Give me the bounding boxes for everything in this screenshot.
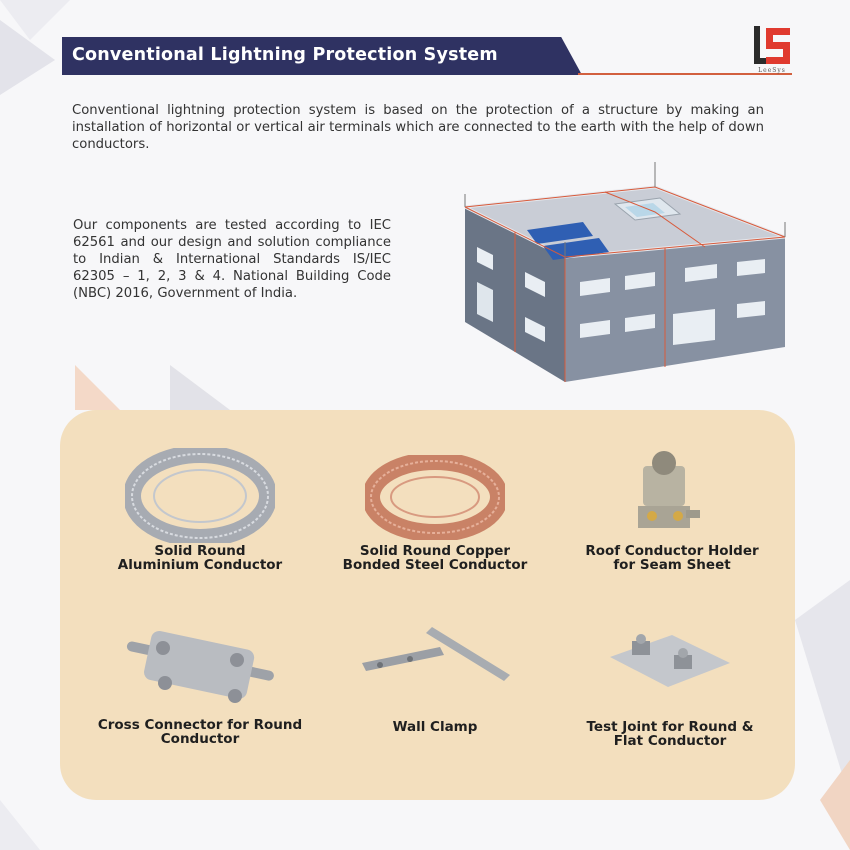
product-label: Solid Round Copper Bonded Steel Conductor [342,543,528,573]
cross-connector-image [125,618,275,713]
product-label: Test Joint for Round & Flat Conductor [586,719,754,749]
product-label: Roof Conductor Holder for Seam Sheet [585,543,759,573]
wall-clamp-image [360,625,510,685]
logo-text: LeeSys [758,67,786,74]
compliance-paragraph: Our components are tested according to IEC 62561 and our design and solution compliance to Indian & International Standards IS/IEC 62305 – 1, 2, 3 & 4. National Building Code (NBC) 2016, Government of India. [73,218,391,301]
building-illustration [455,152,795,384]
product-label: Wall Clamp [392,719,478,735]
page-title: Conventional Lightning Protection System [72,45,498,65]
test-joint-image [610,625,730,695]
product-label: Solid Round Aluminium Conductor [117,543,283,573]
copper-conductor-image [365,455,505,540]
aluminium-conductor-image [125,448,275,543]
intro-paragraph: Conventional lightning protection system is based on the protection of a structure by making an installation of horizontal or vertical air terminals which are connected to the earth with the help of down conductors. [72,103,764,152]
roof-conductor-holder-image [628,448,703,538]
product-label: Cross Connector for Round Conductor [97,717,303,747]
